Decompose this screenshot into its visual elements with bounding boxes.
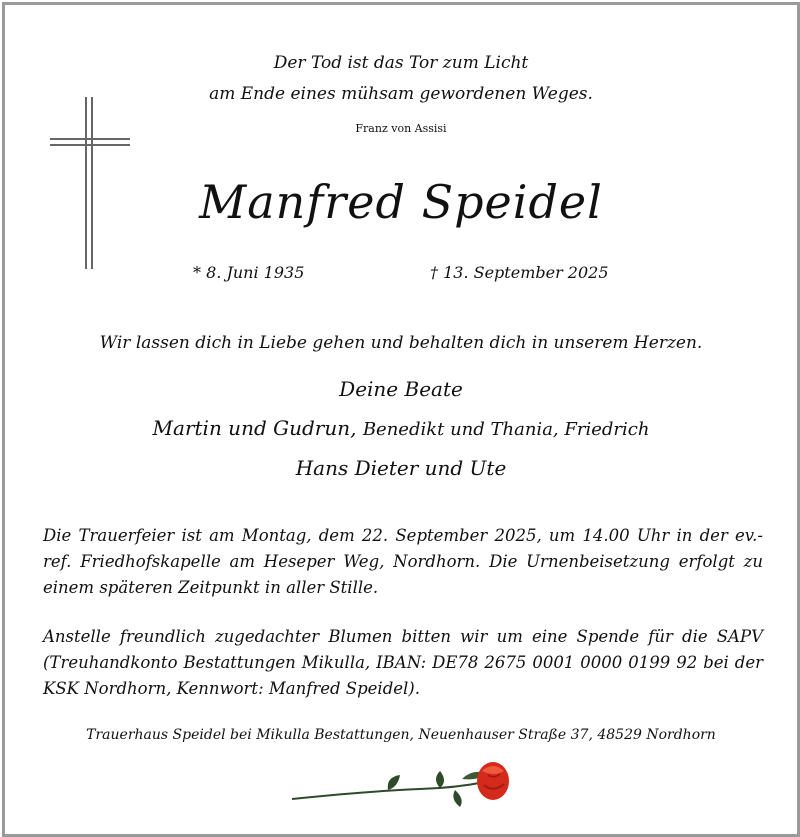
motto-line-2: am Ende eines mühsam gewordenen Weges. — [209, 84, 593, 104]
birth-date: * 8. Juni 1935 — [193, 263, 305, 282]
motto-author: Franz von Assisi — [355, 122, 447, 135]
farewell-text: Wir lassen dich in Liebe gehen und behalten dich in unserem Herzen. — [99, 333, 703, 353]
motto-line-1: Der Tod ist das Tor zum Licht — [273, 53, 529, 73]
footer-address: Trauerhaus Speidel bei Mikulla Bestattungen, Neuenhauser Straße 37, 48529 Nordhorn — [86, 727, 716, 743]
family-line-3: Hans Dieter und Ute — [295, 456, 507, 480]
death-date: † 13. September 2025 — [430, 263, 609, 282]
funeral-info: Die Trauerfeier ist am Montag, dem 22. September 2025, um 14.00 Uhr in der ev.-ref. Friedhofskapelle am Heseper Weg, Nordhorn. Die Urnenbeisetzung erfolgt zu einem späteren Zeitpunkt in aller Stille. — [43, 526, 763, 597]
family-line-2-main: Martin und Gudrun, — [152, 416, 357, 440]
deceased-name: Manfred Speidel — [199, 175, 603, 229]
family-line-2 — [5, 416, 797, 440]
rose-icon — [290, 757, 515, 815]
family-line-1: Deine Beate — [339, 377, 463, 401]
obituary-frame — [2, 2, 800, 837]
family-line-2-rest: Benedikt und Thania, Friedrich — [362, 419, 650, 440]
donation-info: Anstelle freundlich zugedachter Blumen bitten wir um eine Spende für die SAPV (Treuhandkonto Bestattungen Mikulla, IBAN: DE78 2675 0001 0000 0199 92 bei der KSK Nordhorn, Kennwort: Manfred Speidel). — [43, 627, 763, 698]
